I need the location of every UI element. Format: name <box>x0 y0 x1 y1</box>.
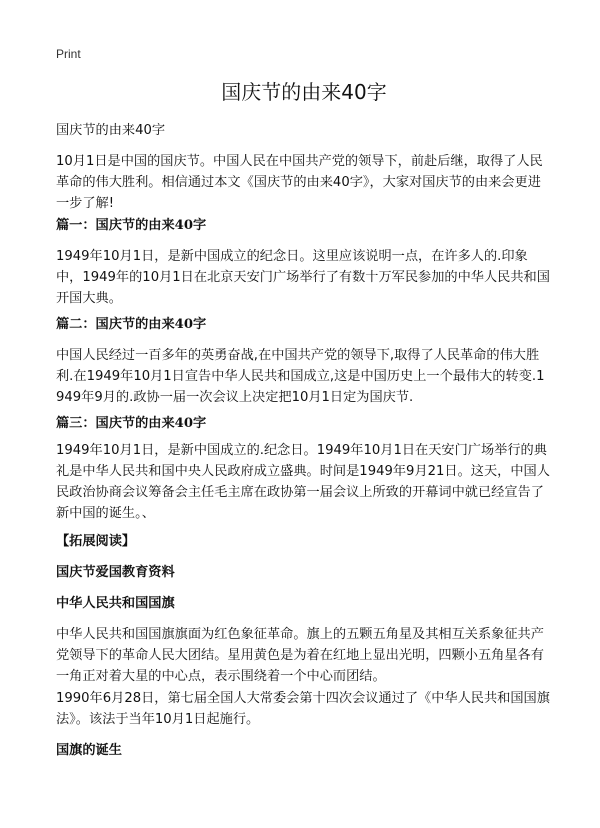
flag-law-paragraph: 1990年6月28日，第七届全国人大常委会第十四次会议通过了《中华人民共和国国旗法》。该法于当年10月1日起施行。 <box>56 691 550 727</box>
intro-paragraph: 10月1日是中国的国庆节。中国人民在中国共产党的领导下，前赴后继，取得了人民革命的伟大胜利。相信通过本文《国庆节的由来40字》，大家对国庆节的由来会更进一步了解! <box>56 154 543 211</box>
section-body-2: 中国人民经过一百多年的英勇奋战,在中国共产党的领导下,取得了人民革命的伟大胜利.在1949年10月1日宣告中华人民共和国成立,这是中国历史上一个最伟大的转变.1949年9月的.政协一届一次会议上决定把10月1日定为国庆节. <box>56 348 545 405</box>
page-title: 国庆节的由来40字 <box>221 80 387 104</box>
topic-heading: 国庆节爱国教育资料 <box>56 565 175 580</box>
section-heading-2: 篇二：国庆节的由来40字 <box>56 317 207 332</box>
extended-reading-heading: 【拓展阅读】 <box>56 534 136 549</box>
section-heading-3: 篇三：国庆节的由来40字 <box>56 416 207 431</box>
subtitle: 国庆节的由来40字 <box>56 123 166 138</box>
section-heading-1: 篇一：国庆节的由来40字 <box>56 218 207 233</box>
flag-paragraph: 中华人民共和国国旗旗面为红色象征革命。旗上的五颗五角星及其相互关系象征共产党领导下的革命人民大团结。星用黄色是为着在红地上显出光明，四颗小五角星各有一角正对着大星的中心点，表示围绕着一个中心而团结。 <box>56 627 544 684</box>
flag-birth-heading: 国旗的诞生 <box>56 743 122 758</box>
section-body-1: 1949年10月1日，是新中国成立的纪念日。这里应该说明一点，在许多人的.印象中，1949年的10月1日在北京天安门广场举行了有数十万军民参加的中华人民共和国开国大典。 <box>56 249 550 306</box>
section-body-3: 1949年10月1日，是新中国成立的.纪念日。1949年10月1日在天安门广场举行的典礼是中华人民共和国中央人民政府成立盛典。时间是1949年9月21日。这天，中国人民政治协商会议筹备会主任毛主席在政协第一届会议上所致的开幕词中就已经宣告了新中国的诞生。、 <box>56 443 550 521</box>
flag-heading: 中华人民共和国国旗 <box>56 596 175 611</box>
print-link[interactable]: Print <box>56 47 81 61</box>
